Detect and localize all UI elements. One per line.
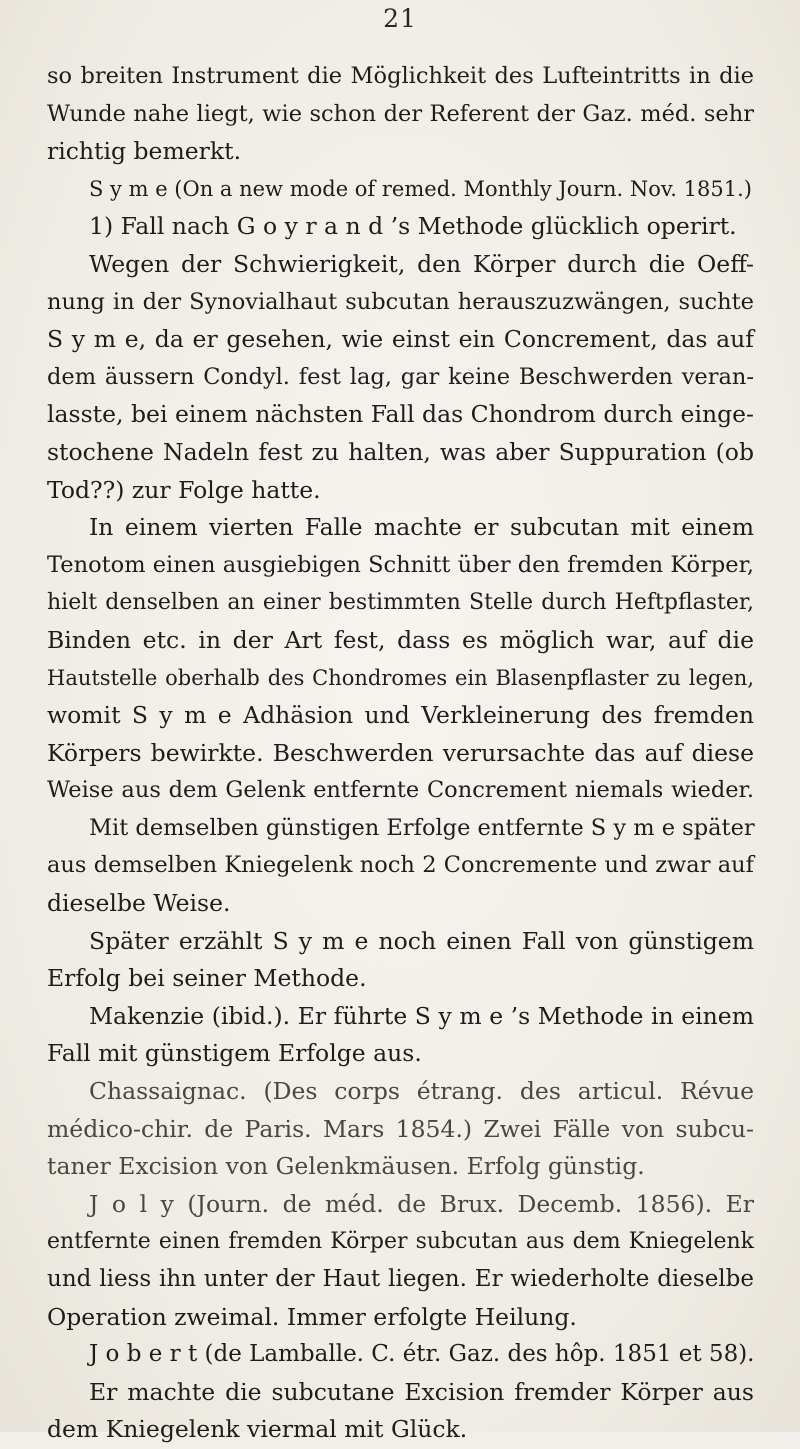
text-line: Tenotom einen ausgiebigen Schnitt über den fremden Körper, bbox=[47, 551, 754, 578]
text-line: so breiten Instrument die Möglichkeit des Lufteintritts in die bbox=[47, 63, 754, 89]
text-line: Erfolg bei seiner Methode. bbox=[47, 964, 367, 993]
text-line: entfernte einen fremden Körper subcutan aus dem Kniegelenk bbox=[47, 1229, 754, 1255]
text-line: Operation zweimal. Immer erfolgte Heilung. bbox=[47, 1302, 577, 1331]
text-line: Hautstelle oberhalb des Chondromes ein Blasenpflaster zu legen, bbox=[47, 665, 754, 690]
text-line: Chassaignac. (Des corps étrang. des articul. Révue bbox=[89, 1077, 754, 1106]
text-line: Wunde nahe liegt, wie schon der Referent der Gaz. méd. sehr bbox=[47, 100, 754, 127]
text-line: stochene Nadeln fest zu halten, was aber Suppuration (ob bbox=[47, 437, 754, 466]
text-line: aus demselben Kniegelenk noch 2 Concremente und zwar auf bbox=[47, 852, 754, 879]
text-line: S y m e, da er gesehen, wie einst ein Concrement, das auf bbox=[47, 325, 754, 354]
text-line: nung in der Synovialhaut subcutan herauszuzwängen, suchte bbox=[47, 288, 754, 315]
text-line: dem äussern Condyl. fest lag, gar keine Beschwerden veran- bbox=[47, 363, 754, 390]
text-line: Er machte die subcutane Excision fremder Körper aus bbox=[89, 1377, 754, 1406]
text-line: Tod??) zur Folge hatte. bbox=[47, 475, 321, 504]
text-line: Körpers bewirkte. Beschwerden verursachte das auf diese bbox=[47, 738, 754, 767]
text-line: hielt denselben an einer bestimmten Stelle durch Heftpflaster, bbox=[47, 590, 754, 616]
text-line: Binden etc. in der Art fest, dass es möglich war, auf die bbox=[47, 625, 754, 654]
text-line: Weise aus dem Gelenk entfernte Concrement niemals wieder. bbox=[47, 777, 754, 804]
text-line: Mit demselben günstigen Erfolge entfernte S y m e später bbox=[89, 814, 755, 841]
text-line: S y m e (On a new mode of remed. Monthly Journ. Nov. 1851.) bbox=[89, 176, 752, 201]
text-line: richtig bemerkt. bbox=[47, 137, 242, 166]
body-text bbox=[47, 58, 754, 1449]
text-line: dieselbe Weise. bbox=[47, 889, 231, 918]
text-line: Später erzählt S y m e noch einen Fall von günstigem bbox=[89, 926, 754, 955]
text-line: und liess ihn unter der Haut liegen. Er wiederholte dieselbe bbox=[47, 1266, 754, 1292]
text-line: Makenzie (ibid.). Er führte S y m e ’s Methode in einem bbox=[89, 1001, 754, 1030]
text-line: 1) Fall nach G o y r a n d ’s Methode glücklich operirt. bbox=[89, 212, 737, 241]
text-line: In einem vierten Falle machte er subcutan mit einem bbox=[89, 513, 754, 542]
text-line: lasste, bei einem nächsten Fall das Chondrom durch einge- bbox=[47, 400, 754, 429]
text-line: Fall mit günstigem Erfolge aus. bbox=[47, 1039, 422, 1068]
text-line: dem Kniegelenk viermal mit Glück. bbox=[47, 1415, 468, 1444]
page-number: 21 bbox=[383, 4, 417, 33]
text-line: Wegen der Schwierigkeit, den Körper durch die Oeff- bbox=[89, 249, 754, 278]
text-line: womit S y m e Adhäsion und Verkleinerung des fremden bbox=[47, 701, 754, 730]
text-line: médico-chir. de Paris. Mars 1854.) Zwei Fälle von subcu- bbox=[47, 1114, 754, 1143]
text-line: J o b e r t (de Lamballe. C. étr. Gaz. des hôp. 1851 et 58). bbox=[89, 1341, 755, 1368]
text-line: J o l y (Journ. de méd. de Brux. Decemb. 1856). Er bbox=[89, 1189, 754, 1218]
text-line: taner Excision von Gelenkmäusen. Erfolg günstig. bbox=[47, 1152, 645, 1181]
